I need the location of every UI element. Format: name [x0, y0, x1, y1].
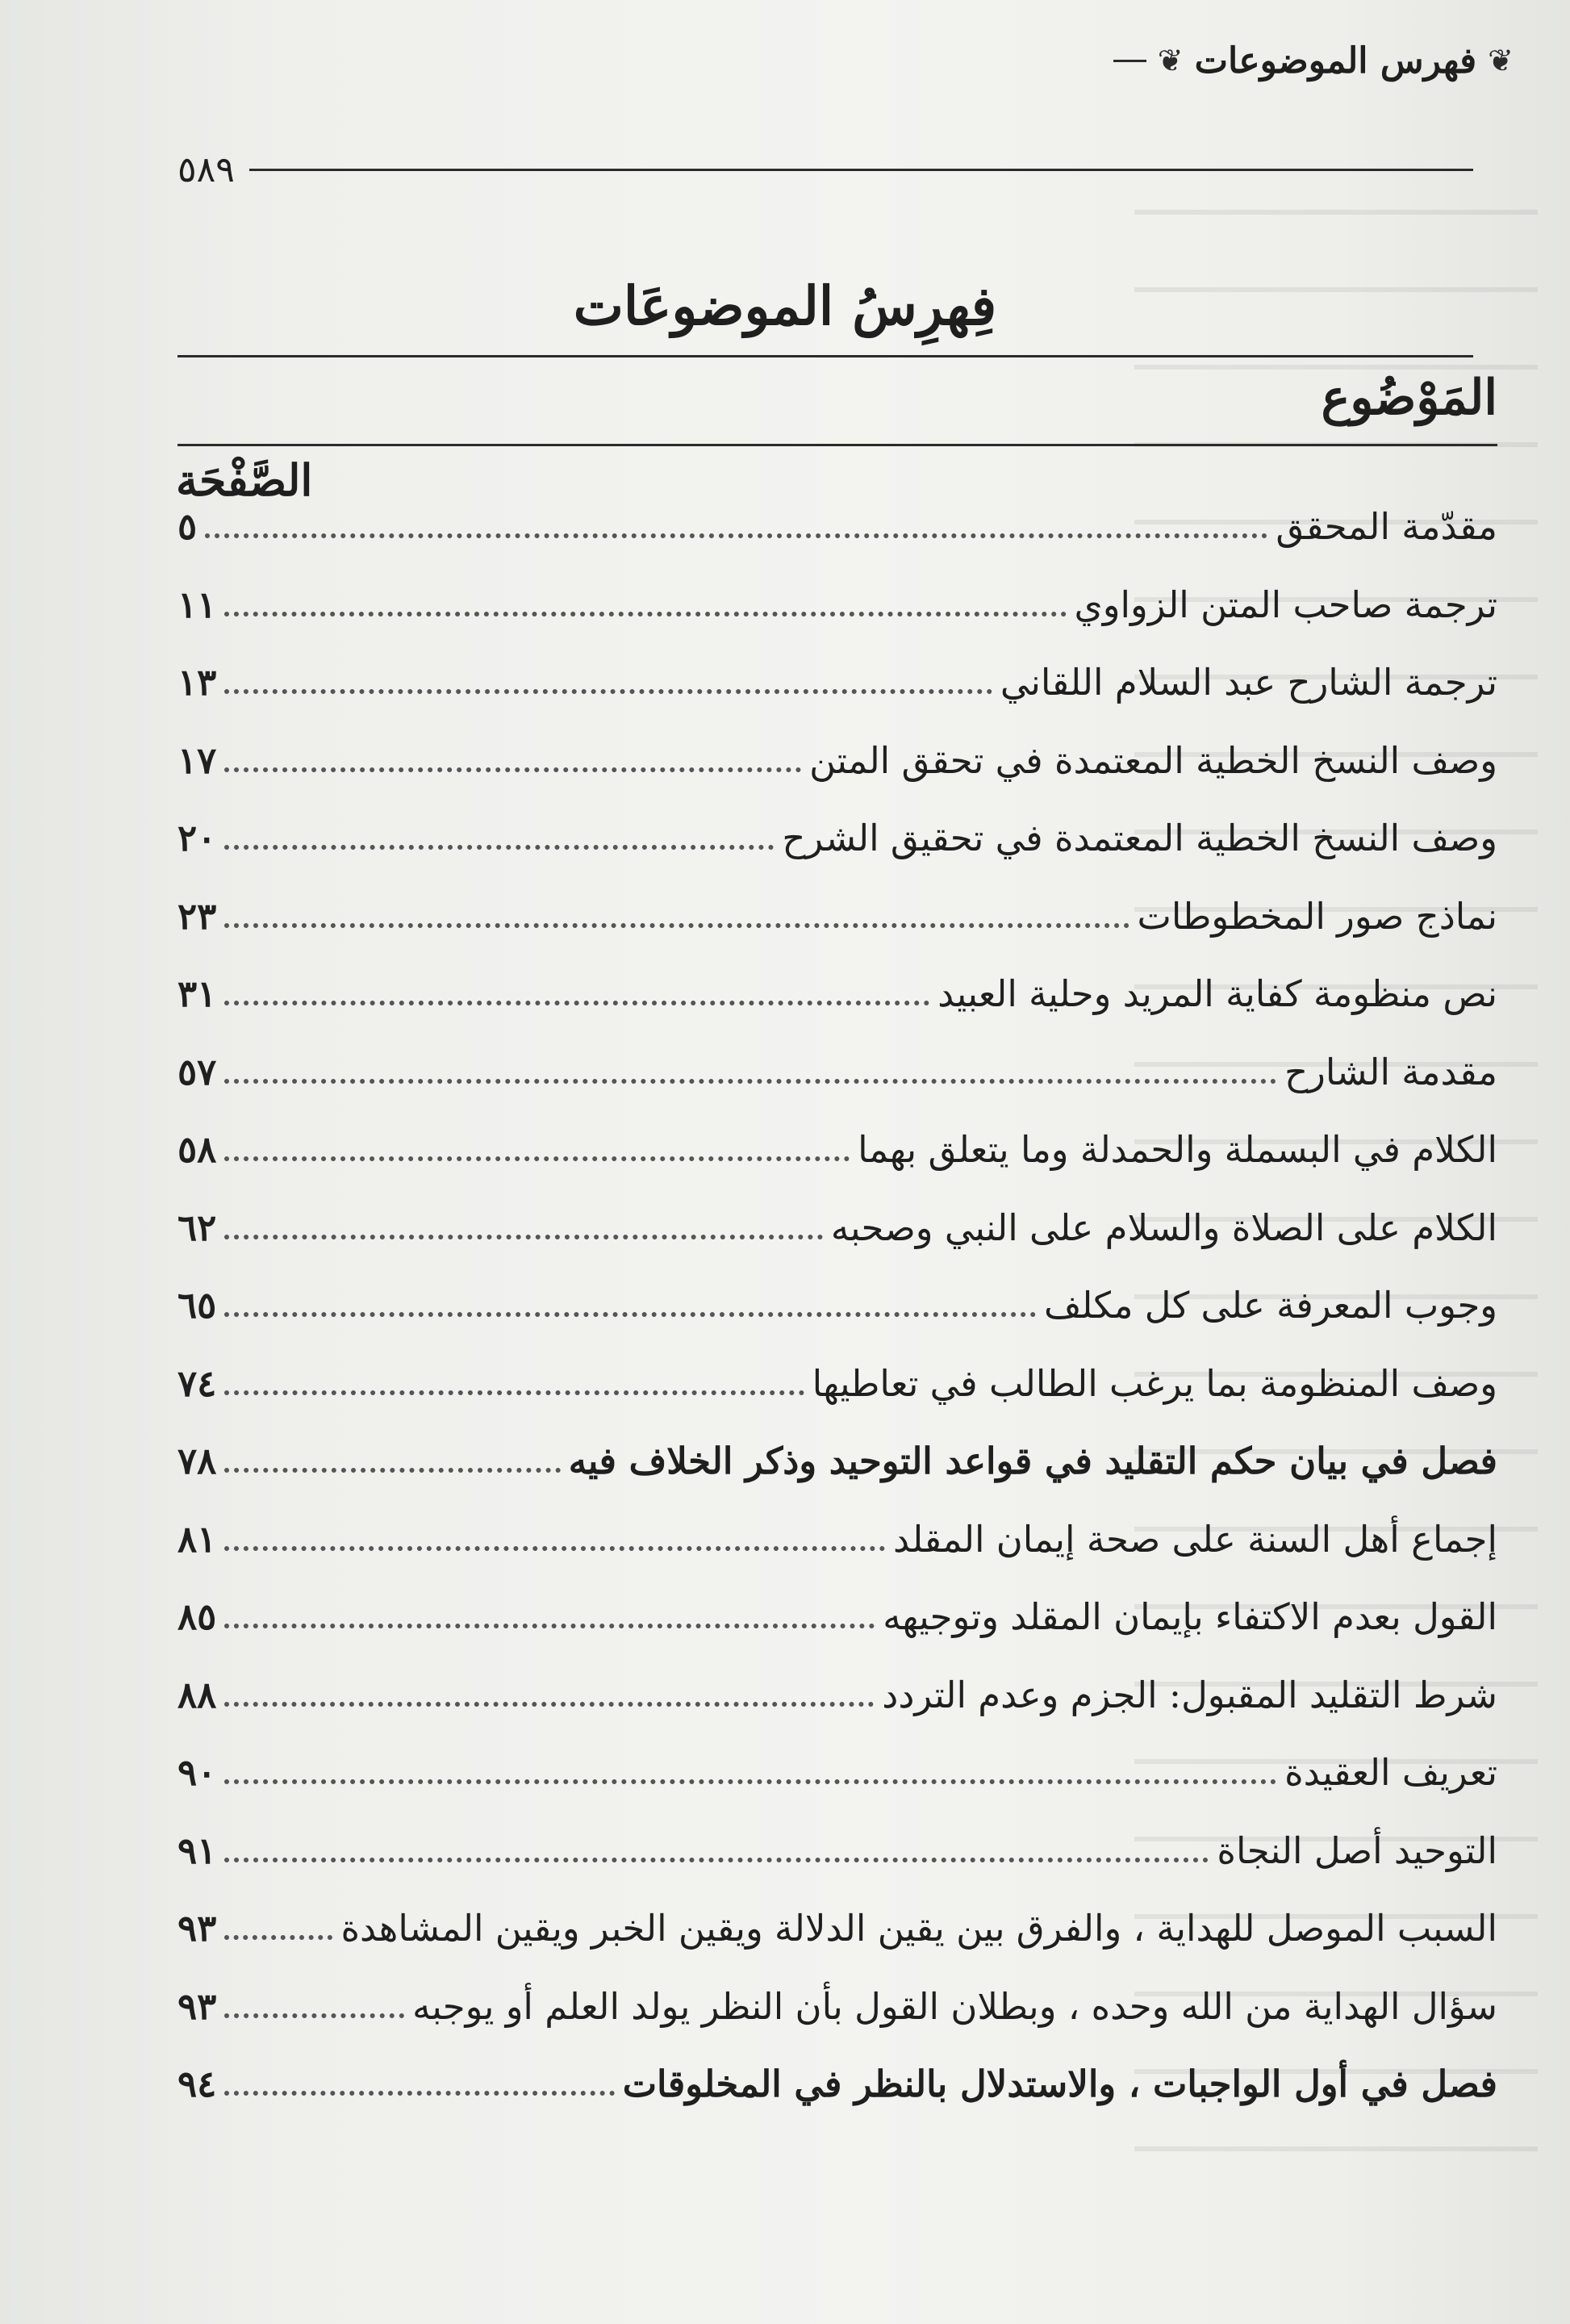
toc-item-title: وجوب المعرفة على كل مكلف	[1044, 1284, 1497, 1327]
toc-item-page: ٥	[177, 505, 198, 548]
toc-entry	[177, 1898, 1497, 1950]
toc-entry	[177, 1509, 1497, 1561]
toc-leader-dots	[224, 767, 801, 772]
toc-item	[177, 1424, 1497, 1503]
toc-leader-dots	[224, 923, 1129, 928]
toc-item-title: الكلام على الصلاة والسلام على النبي وصحبه	[830, 1206, 1497, 1249]
toc-item	[177, 1347, 1497, 1425]
toc-leader-dots	[224, 689, 992, 694]
toc-leader-dots	[224, 1079, 1276, 1084]
toc-leader-dots	[224, 1935, 332, 1940]
toc-item-page: ١٣	[177, 661, 217, 704]
toc-item-title: ترجمة صاحب المتن الزواوي	[1074, 583, 1497, 626]
toc-item	[177, 957, 1497, 1035]
page-number-rule	[249, 169, 1473, 171]
toc-item-title: شرط التقليد المقبول: الجزم وعدم التردد	[882, 1673, 1497, 1716]
toc-item-title: وصف المنظومة بما يرغب الطالب في تعاطيها	[812, 1361, 1497, 1405]
toc-item-title: مقدّمة المحقق	[1276, 505, 1497, 548]
toc-item-title: الكلام في البسملة والحمدلة وما يتعلق بهما	[858, 1128, 1497, 1171]
ornament-icon: ❦	[1157, 43, 1184, 78]
column-header-topic: المَوْضُوع	[1321, 370, 1497, 426]
toc-item-title: القول بعدم الاكتفاء بإيمان المقلد وتوجيهه	[883, 1595, 1497, 1638]
toc-item	[177, 568, 1497, 646]
toc-item	[177, 1580, 1497, 1658]
page-number: ٥٨٩	[177, 148, 235, 190]
toc-item	[177, 1035, 1497, 1114]
toc-leader-dots	[224, 1702, 874, 1707]
toc-item-page: ٩١	[177, 1829, 217, 1872]
column-header-page: الصَّفْحَة	[176, 454, 313, 506]
toc-item-title: إجماع أهل السنة على صحة إيمان المقلد	[892, 1517, 1497, 1561]
toc-item-page: ٦٢	[177, 1206, 217, 1249]
toc-entry	[177, 1742, 1497, 1794]
toc-item-page: ٨٥	[177, 1595, 217, 1638]
toc-item	[177, 801, 1497, 880]
toc-item	[177, 490, 1497, 568]
toc-leader-dots	[224, 845, 774, 850]
toc-item-page: ٧٤	[177, 1361, 217, 1405]
toc-item-page: ٩٤	[177, 2063, 217, 2105]
toc-leader-dots	[224, 1546, 885, 1551]
toc-item-title: تعريف العقيدة	[1284, 1751, 1497, 1794]
column-header-rule	[177, 444, 1497, 446]
toc-leader-dots	[224, 1390, 804, 1395]
toc-item-title: سؤال الهداية من الله وحده ، وبطلان القول بأن النظر يولد العلم أو يوجبه	[412, 1984, 1497, 2028]
toc-item-page: ٣١	[177, 972, 217, 1015]
toc-item-page: ١١	[177, 583, 217, 626]
toc-item	[177, 1658, 1497, 1737]
toc-item-page: ١٧	[177, 738, 217, 782]
toc-item-page: ٩٣	[177, 1907, 217, 1950]
toc-item-title: فصل في أول الواجبات ، والاستدلال بالنظر في المخلوقات	[622, 2063, 1497, 2105]
toc-entry	[177, 496, 1497, 548]
toc-item	[177, 1736, 1497, 1814]
toc-leader-dots	[224, 612, 1066, 617]
toc-item-page: ٥٧	[177, 1050, 217, 1093]
toc-leader-dots	[224, 1235, 823, 1239]
toc-item	[177, 724, 1497, 802]
toc-entry	[177, 1586, 1497, 1638]
toc-item-title: نماذج صور المخطوطات	[1137, 894, 1497, 938]
toc-item-title: نص منظومة كفاية المريد وحلية العبيد	[937, 972, 1497, 1015]
toc-list	[177, 490, 1497, 2125]
toc-item	[177, 1503, 1497, 1581]
toc-item-title: السبب الموصل للهداية ، والفرق بين يقين الدلالة ويقين الخبر ويقين المشاهدة	[340, 1907, 1497, 1950]
page-title: فِهرِسُ الموضوعَات	[573, 274, 997, 337]
toc-item-title: مقدمة الشارح	[1284, 1050, 1497, 1093]
toc-item-page: ٩٠	[177, 1751, 217, 1794]
toc-entry	[177, 2054, 1497, 2105]
toc-item	[177, 1891, 1497, 1970]
toc-item	[177, 2047, 1497, 2125]
toc-leader-dots	[224, 1779, 1276, 1784]
toc-item-page: ٢٣	[177, 894, 217, 938]
page-number-row	[177, 145, 1473, 194]
toc-entry	[177, 1820, 1497, 1872]
toc-item	[177, 646, 1497, 724]
toc-item	[177, 1814, 1497, 1892]
toc-entry	[177, 1976, 1497, 2028]
toc-entry	[177, 652, 1497, 704]
toc-leader-dots	[224, 2013, 404, 2018]
toc-item-page: ٢٠	[177, 817, 217, 859]
running-head-rule	[1113, 60, 1146, 62]
toc-leader-dots	[224, 1858, 1209, 1862]
toc-entry	[177, 1431, 1497, 1482]
toc-entry	[177, 1042, 1497, 1093]
toc-item	[177, 1191, 1497, 1269]
toc-entry	[177, 1275, 1497, 1327]
toc-item-page: ٥٨	[177, 1128, 217, 1171]
toc-item-title: التوحيد أصل النجاة	[1217, 1829, 1497, 1872]
toc-entry	[177, 1198, 1497, 1249]
toc-leader-dots	[224, 1468, 560, 1473]
toc-entry	[177, 886, 1497, 938]
toc-item	[177, 1970, 1497, 2048]
toc-leader-dots	[205, 533, 1267, 538]
toc-entry	[177, 963, 1497, 1015]
toc-entry	[177, 1665, 1497, 1716]
toc-item-page: ٧٨	[177, 1440, 217, 1482]
toc-item	[177, 880, 1497, 958]
toc-item-title: وصف النسخ الخطية المعتمدة في تحقيق الشرح	[782, 817, 1497, 859]
toc-leader-dots	[224, 1156, 850, 1161]
toc-item-title: ترجمة الشارح عبد السلام اللقاني	[1000, 661, 1497, 704]
toc-item-page: ٨١	[177, 1517, 217, 1561]
toc-leader-dots	[224, 1312, 1036, 1317]
toc-item-page: ٨٨	[177, 1673, 217, 1716]
toc-entry	[177, 1119, 1497, 1171]
toc-item-title: فصل في بيان حكم التقليد في قواعد التوحيد وذكر الخلاف فيه	[568, 1440, 1497, 1482]
toc-entry	[177, 1353, 1497, 1405]
toc-leader-dots	[224, 1001, 929, 1005]
toc-item-title: وصف النسخ الخطية المعتمدة في تحقق المتن	[809, 738, 1497, 782]
toc-leader-dots	[224, 1624, 875, 1628]
toc-item-page: ٩٣	[177, 1984, 217, 2028]
toc-entry	[177, 808, 1497, 859]
toc-item	[177, 1113, 1497, 1191]
title-rule	[177, 355, 1473, 357]
running-head	[1113, 32, 1514, 89]
toc-item	[177, 1269, 1497, 1347]
ornament-icon: ❦	[1488, 43, 1514, 78]
running-head-title: فهرس الموضوعات	[1194, 40, 1477, 82]
toc-item-page: ٦٥	[177, 1284, 217, 1327]
toc-entry	[177, 730, 1497, 782]
toc-leader-dots	[224, 2091, 614, 2096]
toc-entry	[177, 575, 1497, 626]
